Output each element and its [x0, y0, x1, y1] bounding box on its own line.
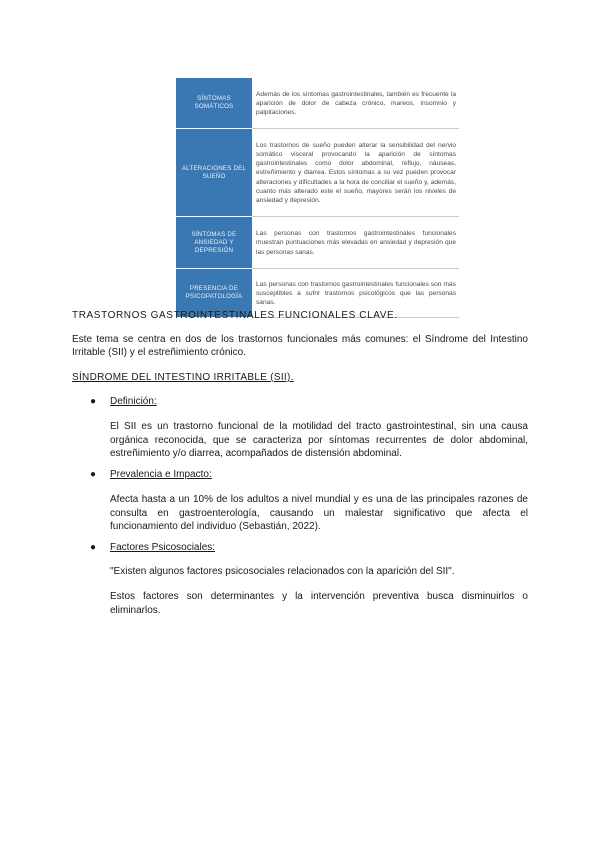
- bullet-paragraph: Estos factores son determinantes y la intervención preventiva busca disminuirlos o eliminarlos.: [110, 591, 528, 616]
- bullet-marker: ●: [90, 542, 97, 553]
- bullet-paragraph: El SII es un trastorno funcional de la motilidad del tracto gastrointestinal, sin una causa orgánica reconocida, que se caracteriza por síntomas recurrentes de dolor abdominal, estreñimiento y/o diarrea, acompañados de distensión abdominal.: [110, 421, 528, 459]
- table-row-text: Las personas con trastornos gastrointestinales funcionales muestran puntuaciones más elevadas en ansiedad y depresión que las personas sanas.: [252, 217, 459, 269]
- bullet-marker: ●: [90, 469, 97, 480]
- table-row-text: Además de los síntomas gastrointestinales, también es frecuente la aparición de dolor de cabeza crónico, mareos, insomnio y palpitaciones.: [252, 78, 459, 129]
- bullet-factores: [90, 542, 215, 555]
- table-row: [176, 217, 459, 269]
- bullet-label: Definición:: [110, 396, 157, 407]
- table-row-label: SÍNTOMAS DE ANSIEDAD Y DEPRESIÓN: [176, 217, 252, 269]
- bullet-prevalencia: [90, 469, 212, 482]
- bullet-label: Prevalencia e Impacto:: [110, 469, 212, 480]
- table-row: [176, 78, 459, 129]
- bullet-marker: ●: [90, 396, 97, 407]
- bullet-paragraph: "Existen algunos factores psicosociales relacionados con la aparición del SII".: [110, 566, 455, 577]
- intro-paragraph: Este tema se centra en dos de los trastornos funcionales más comunes: el Síndrome del Intestino Irritable (SII) y el estreñimiento crónico.: [72, 334, 528, 358]
- table-row: [176, 129, 459, 217]
- section-heading: TRASTORNOS GASTROINTESTINALES FUNCIONALES CLAVE.: [72, 310, 398, 321]
- table-row-label: SÍNTOMAS SOMÁTICOS: [176, 78, 252, 129]
- symptoms-table: [176, 78, 459, 318]
- bullet-paragraph: Afecta hasta a un 10% de los adultos a nivel mundial y es una de las principales razones de consulta en gastroenterología, causando un malestar significativo que afecta el funcionamiento del individuo (Sebastián, 2022).: [110, 494, 528, 532]
- table-row-text: Las personas con trastornos gastrointestinales funcionales son más susceptibles a sufrir trastornos psicológicos que las personas sanas.: [252, 269, 459, 318]
- bullet-definicion: [90, 396, 157, 409]
- bullet-label: Factores Psicosociales:: [110, 542, 216, 553]
- table-row-text: Los trastornos de sueño pueden alterar la sensibilidad del nervio somático visceral provocando la aparición de síntomas gastrointestinales como dolor abdominal, reflujo, náuseas, estreñimiento y diarrea. Estos síntomas a su vez pueden provocar alteraciones y dificultades a la hora de conciliar el sueño y, además, cuanto más alterado este el sueño, mayores serán los niveles de ansiedad y depresión.: [252, 129, 459, 217]
- sii-heading: SÍNDROME DEL INTESTINO IRRITABLE (SII).: [72, 372, 294, 383]
- table-row-label: PRESENCIA DE PSICOPATOLOGÍA: [176, 269, 252, 318]
- table-row-label: ALTERACIONES DEL SUEÑO: [176, 129, 252, 217]
